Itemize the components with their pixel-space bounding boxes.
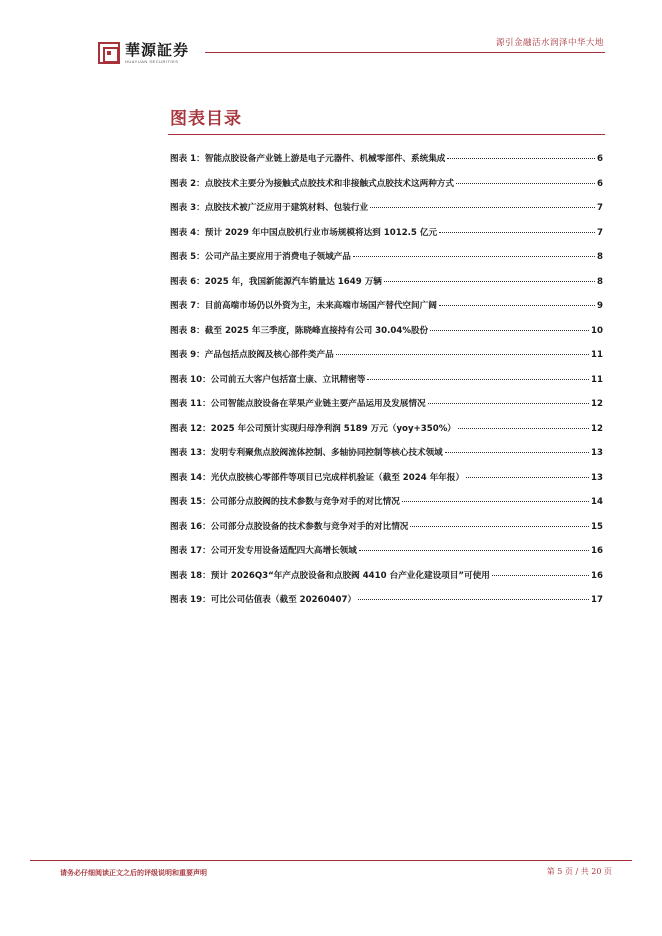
toc-entry[interactable] — [170, 544, 603, 569]
toc-entry-title: 预计 2029 年中国点胶机行业市场规模将达到 1012.5 亿元 — [204, 227, 438, 238]
toc-dot-leader — [447, 158, 595, 159]
toc-entry-title: 目前高端市场仍以外资为主，未来高端市场国产替代空间广阔 — [204, 301, 437, 311]
toc-entry-label: 图表 10： — [170, 374, 211, 385]
toc-entry[interactable] — [170, 471, 603, 496]
table-of-figures — [170, 152, 603, 618]
page-number: 第 5 页 / 共 20 页 — [546, 867, 612, 876]
toc-entry-title: 公司部分点胶设备的技术参数与竞争对手的对比情况 — [210, 521, 409, 532]
toc-entry-label: 图表 2： — [170, 178, 205, 189]
footer-divider — [30, 860, 632, 861]
toc-entry-title: 智能点胶设备产业链上游是电子元器件、机械零部件、系统集成 — [204, 154, 446, 164]
toc-entry[interactable] — [170, 299, 603, 324]
toc-dot-leader — [439, 305, 595, 306]
header-slogan: 源引金融活水润泽中华大地 — [495, 38, 604, 48]
toc-entry-page: 8 — [597, 252, 603, 262]
toc-entry-label: 图表 17： — [170, 546, 211, 556]
toc-entry-title: 光伏点胶核心零部件等项目已完成样机验证（截至 2024 年年报） — [210, 472, 465, 483]
toc-entry[interactable] — [170, 250, 603, 275]
toc-entry-page: 11 — [591, 374, 603, 385]
logo-brand-cn: 華源証券 — [125, 41, 190, 59]
toc-dot-leader — [359, 550, 589, 551]
toc-dot-leader — [367, 379, 589, 380]
toc-entry-page: 14 — [591, 497, 603, 507]
toc-entry-label: 图表 1： — [170, 154, 205, 164]
toc-dot-leader — [439, 232, 595, 233]
toc-entry-label: 图表 11： — [170, 399, 211, 409]
toc-entry-label: 图表 19： — [170, 595, 211, 605]
toc-entry[interactable] — [170, 593, 603, 618]
toc-entry-label: 图表 14： — [170, 472, 211, 483]
toc-entry-title: 点胶技术主要分为接触式点胶技术和非接触式点胶技术这两种方式 — [204, 178, 454, 189]
logo-icon — [98, 42, 120, 64]
toc-entry-label: 图表 9： — [170, 350, 205, 360]
toc-entry[interactable] — [170, 397, 603, 422]
toc-entry-page: 7 — [597, 203, 603, 213]
toc-entry-title: 发明专利聚焦点胶阀流体控制、多轴协同控制等核心技术领域 — [210, 448, 443, 458]
toc-entry-title: 公司部分点胶阀的技术参数与竞争对手的对比情况 — [210, 497, 400, 507]
toc-entry-page: 12 — [591, 423, 603, 434]
toc-entry-title: 产品包括点胶阀及核心部件类产品 — [204, 350, 334, 360]
toc-entry-label: 图表 3： — [170, 203, 205, 213]
toc-entry-label: 图表 12： — [170, 423, 211, 434]
toc-entry-label: 图表 4： — [170, 227, 205, 238]
toc-entry[interactable] — [170, 422, 603, 447]
toc-dot-leader — [358, 599, 589, 600]
company-logo — [98, 42, 189, 65]
toc-entry-page: 10 — [591, 325, 603, 336]
toc-dot-leader — [456, 183, 595, 184]
toc-entry[interactable] — [170, 348, 603, 373]
toc-dot-leader — [458, 428, 589, 429]
toc-entry-page: 13 — [591, 448, 603, 458]
toc-entry[interactable] — [170, 275, 603, 300]
toc-entry[interactable] — [170, 324, 603, 349]
toc-dot-leader — [384, 281, 595, 282]
toc-entry-title: 截至 2025 年三季度，陈晓峰直接持有公司 30.04%股份 — [204, 325, 429, 336]
toc-entry-label: 图表 6： — [170, 276, 205, 287]
toc-entry-page: 9 — [597, 301, 603, 311]
toc-entry-page: 7 — [597, 227, 603, 238]
toc-entry-label: 图表 15： — [170, 497, 211, 507]
toc-entry-title: 公司开发专用设备适配四大高增长领域 — [210, 546, 357, 556]
toc-entry-page: 6 — [597, 178, 603, 189]
title-divider — [168, 134, 605, 135]
toc-entry-title: 点胶技术被广泛应用于建筑材料、包装行业 — [204, 203, 369, 213]
toc-dot-leader — [410, 526, 589, 527]
toc-dot-leader — [370, 207, 595, 208]
toc-entry-label: 图表 16： — [170, 521, 211, 532]
toc-entry[interactable] — [170, 520, 603, 545]
toc-entry[interactable] — [170, 495, 603, 520]
toc-entry-title: 可比公司估值表（截至 20260407） — [210, 595, 357, 605]
toc-dot-leader — [492, 575, 589, 576]
toc-entry-page: 12 — [591, 399, 603, 409]
logo-brand-en: HUAYUAN SECURITIES — [125, 59, 179, 64]
toc-entry[interactable] — [170, 446, 603, 471]
toc-entry[interactable] — [170, 177, 603, 202]
toc-entry-title: 公司产品主要应用于消费电子领域产品 — [204, 252, 351, 262]
toc-dot-leader — [402, 501, 589, 502]
toc-dot-leader — [353, 256, 595, 257]
toc-entry-title: 预计 2026Q3“年产点胶设备和点胶阀 4410 台产业化建设项目”可使用 — [210, 570, 490, 581]
toc-entry-title: 2025 年，我国新能源汽车销量达 1649 万辆 — [204, 276, 382, 287]
toc-entry-label: 图表 5： — [170, 252, 205, 262]
toc-entry-page: 13 — [591, 472, 603, 483]
page-title: 图表目录 — [170, 109, 242, 129]
toc-entry-page: 11 — [591, 350, 603, 360]
toc-entry-page: 8 — [597, 276, 603, 287]
toc-dot-leader — [445, 452, 589, 453]
toc-entry-title: 2025 年公司预计实现归母净利润 5189 万元（yoy+350%） — [210, 423, 456, 434]
toc-entry-title: 公司智能点胶设备在苹果产业链主要产品运用及发展情况 — [210, 399, 426, 409]
toc-entry-page: 16 — [591, 546, 603, 556]
toc-entry[interactable] — [170, 201, 603, 226]
toc-entry[interactable] — [170, 226, 603, 251]
toc-entry[interactable] — [170, 373, 603, 398]
toc-entry-page: 15 — [591, 521, 603, 532]
toc-entry-page: 16 — [591, 570, 603, 581]
toc-dot-leader — [430, 330, 589, 331]
toc-entry-title: 公司前五大客户包括富士康、立讯精密等 — [210, 374, 366, 385]
toc-entry[interactable] — [170, 569, 603, 594]
toc-entry-label: 图表 8： — [170, 325, 205, 336]
toc-dot-leader — [336, 354, 589, 355]
toc-entry-label: 图表 18： — [170, 570, 211, 581]
toc-entry-label: 图表 7： — [170, 301, 205, 311]
header-divider — [205, 52, 605, 53]
page-header — [0, 0, 662, 72]
toc-dot-leader — [466, 477, 589, 478]
toc-entry[interactable] — [170, 152, 603, 177]
toc-entry-page: 6 — [597, 154, 603, 164]
toc-entry-page: 17 — [591, 595, 603, 605]
footer-disclaimer: 请务必仔细阅读正文之后的评级说明和重要声明 — [60, 869, 207, 877]
toc-entry-label: 图表 13： — [170, 448, 211, 458]
toc-dot-leader — [428, 403, 589, 404]
